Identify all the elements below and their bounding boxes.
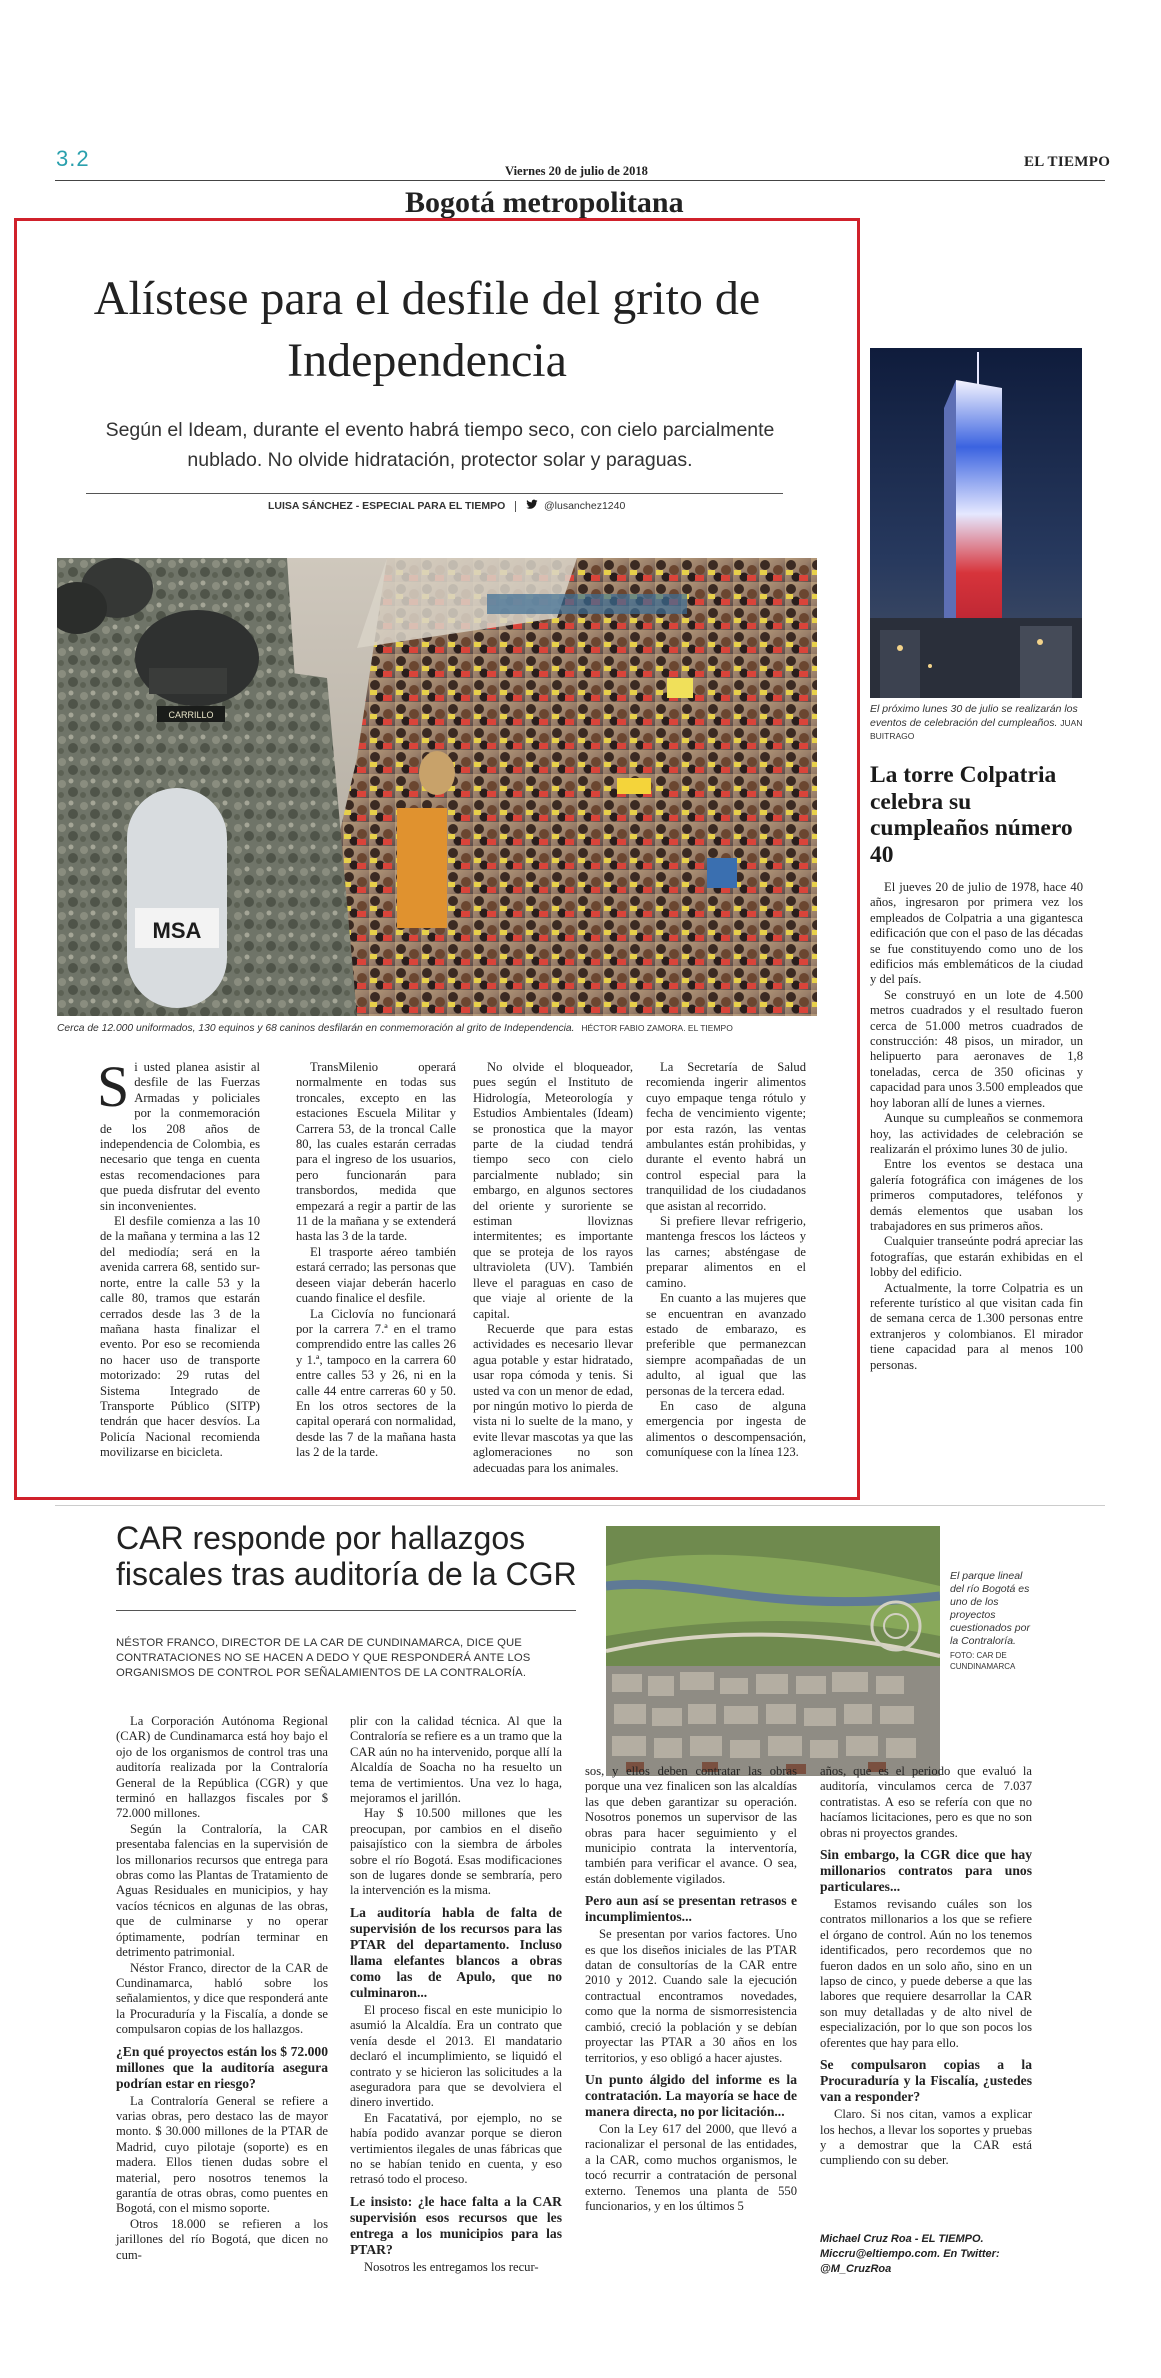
- main-column-1: [97, 1054, 260, 1461]
- car-column-2: [350, 1714, 562, 2275]
- header-rule: [55, 180, 1105, 181]
- car-headline: CAR responde por hallazgos fiscales tras auditoría de la CGR: [116, 1520, 577, 1592]
- main-subhead: Según el Ideam, durante el evento habrá tiempo seco, con cielo parcialmente nublado. No olvide hidratación, protector solar y paraguas.: [105, 419, 775, 471]
- main-headline: Alístese para el desfile del grito de Independencia: [93, 272, 761, 387]
- car-paragraph: Estamos revisando cuáles son los contratos millonarios a los que se refiere el órgano de control. Aún no los tenemos identificados, pero recordemos que no fueron dados en un solo año, sino en un lapso de cinco, y puede deberse a que las labores que requiere desarrollar la CAR son muy detalladas y de alto nivel de especialización, por lo que son pocos los oferentes que hay para ello.: [820, 1897, 1032, 2050]
- car-dek-rule: [116, 1610, 576, 1611]
- main-column-2: [296, 1060, 456, 1461]
- car-paragraph: Con la Ley 617 del 2000, que llevó a racionalizar el personal de las entidades, a la CAR, como muchos organismos, le tocó recurrir a contratación de personal externo. Tenemos una planta de 550 funcionarios, y en los últimos 5: [585, 2121, 797, 2213]
- stencil-label: CARRILLO: [168, 710, 214, 720]
- car-question: Un punto álgido del informe es la contratación. La mayoría se hace de manera directa, no por licitación...: [585, 2071, 797, 2119]
- car-paragraph: En Facatativá, por ejemplo, no se había podido avanzar porque se dieron vertimientos ilegales de unas fábricas que no se habían tenido en cuenta, y eso retrasó todo el proceso.: [350, 2110, 562, 2187]
- sidebar-para: Aunque su cumpleaños se conmemora hoy, las actividades de celebración se realizarán el próximo lunes 30 de julio.: [870, 1111, 1083, 1156]
- main-col2-para: TransMilenio operará normalmente en todas sus troncales, excepto en las estaciones Escuela Militar y Carrera 53, de la troncal Calle 80, las cuales estarán cerradas para el ingreso de los usuarios, pero funcionarán para transbordos, medida que empezará a regir a partir de las 11 de la mañana y se extenderá hasta las 3 de la tarde.: [296, 1060, 456, 1244]
- byline-separator: [515, 501, 516, 512]
- car-paragraph: sos, y ellos deben contratar las obras porque una vez finalicen son las alcaldías las que deben garantizar su operación. Nosotros ponemos un supervisor de las obras para hacer seguimiento y el municipio contrata la interventoría, también para verificar el avance. O sea, están doblemente vigilados.: [585, 1764, 797, 1886]
- sidebar-para: Actualmente, la torre Colpatria es un referente turístico al que visitan cada fin de semana cerca de 1.300 personas entre extranjeros y colombianos. El mirador tiene capacidad para al menos 100 personas.: [870, 1280, 1083, 1372]
- sidebar-body: [870, 880, 1083, 1373]
- twitter-bird-icon: [526, 499, 538, 513]
- section-divider: [55, 1505, 1105, 1506]
- main-col2-para: La Ciclovía no funcionará por la carrera 7.ª en el tramo comprendido entre las calles 26 y 1.ª, tampoco en la carrera 60 entre calles 53 y 26, ni en la calle 44 entre carreras 60 y 50. En los otros sectores de la capital operará con normalidad, desde las 7 de la mañana hasta las 2 de la tarde.: [296, 1306, 456, 1460]
- main-column-4: [646, 1060, 806, 1461]
- car-paragraph: La Corporación Autónoma Regional (CAR) de Cundinamarca está hoy bajo el ojo de los organismos de control tras una auditoría realizada por la Contraloría General de la República (CGR) y que terminó en hallazgos fiscales por $ 72.000 millones.: [116, 1714, 328, 1821]
- car-column-4: [820, 1764, 1032, 2169]
- main-col3-para: No olvide el bloqueador, pues según el Instituto de Hidrología, Meteorología y Estudios Ambientales (Ideam) se pronostica que la mayor parte de la ciudad tendrá tiempo seco con cielo parcialmente nublado; sin embargo, en algunos sectores del oriente y suroriente se estiman lloviznas intermitentes; es importante que se proteja de los rayos ultravioleta (UV). También lleve el paraguas en caso de que viaje al oriente de la capital.: [473, 1060, 633, 1321]
- tower-photo: [870, 348, 1082, 698]
- page-number: 3.2: [56, 146, 90, 171]
- section-title: Bogotá metropolitana: [405, 186, 684, 219]
- byline: [268, 499, 625, 513]
- sidebar-headline: La torre Colpatria celebra su cumpleaños número 40: [870, 762, 1073, 868]
- photo-caption: [57, 1022, 827, 1035]
- main-col4-para: En caso de alguna emergencia por ingesta de alimentos o descompensación, comuníquese con la línea 123.: [646, 1398, 806, 1460]
- tower-caption-text: El próximo lunes 30 de julio se realizarán los eventos de celebración del cumpleaños.: [870, 703, 1078, 729]
- car-question: Pero aun así se presentan retrasos e incumplimientos...: [585, 1893, 797, 1925]
- sidebar-para: El jueves 20 de julio de 1978, hace 40 años, ingresaron por primera vez los empleados de Colpatria a una gigantesca edificación que con el paso de las décadas se fue constituyendo como uno de los edificios más emblemáticos de la ciudad y del país.: [870, 880, 1083, 987]
- byline-author: LUISA SÁNCHEZ - ESPECIAL PARA EL TIEMPO: [268, 499, 506, 512]
- car-signature: [820, 2232, 1040, 2277]
- car-dek: NÉSTOR FRANCO, DIRECTOR DE LA CAR DE CUNDINAMARCA, DICE QUE CONTRATACIONES NO SE HACEN A DEDO Y QUE RESPONDERÁ ANTE LOS ORGANISMOS DE CONTROL POR SEÑALAMIENTOS DE LA CONTRALORÍA.: [116, 1637, 531, 1679]
- main-column-3: [473, 1060, 633, 1476]
- car-photo-caption-text: El parque lineal del río Bogotá es uno de los proyectos cuestionados por la Contraloría.: [950, 1570, 1030, 1647]
- tower-caption: [870, 703, 1085, 744]
- signature-handle: @M_CruzRoa: [820, 2263, 892, 2275]
- issue-date: Viernes 20 de julio de 2018: [505, 164, 648, 178]
- car-column-1: [116, 1714, 328, 2263]
- byline-rule: [86, 493, 783, 494]
- drop-cap: S: [97, 1054, 130, 1119]
- sidebar-para: Entre los eventos se destaca una galería fotográfica con imágenes de los primeros computadores, teléfonos y demás elementos que usaban los trabajadores en sus primeros años.: [870, 1157, 1083, 1233]
- car-column-3: [585, 1764, 797, 2214]
- main-col2-para: El trasporte aéreo también estará cerrado; las personas que deseen viajar deberán hacerlo cuando finalice el desfile.: [296, 1244, 456, 1306]
- car-question: Sin embargo, la CGR dice que hay millonarios contratos para unos particulares...: [820, 1847, 1032, 1895]
- car-photo-caption: [950, 1570, 1030, 1672]
- car-question: ¿En qué proyectos están los $ 72.000 millones que la auditoría asegura podrían estar en riesgo?: [116, 2043, 328, 2091]
- main-col1-para: i usted planea asistir al desfile de las Fuerzas Armadas y policiales por la conmemoración de los 208 años de independencia de Colombia, es necesario que tenga en cuenta estas recomendaciones para que pueda disfrutar del evento sin inconvenientes.: [100, 1060, 260, 1213]
- tower-caption-credit: JUAN BUITRAGO: [870, 717, 1083, 741]
- car-question: Le insisto: ¿le hace falta a la CAR supervisión esos recursos que les entrega a los municipios para las PTAR?: [350, 2193, 562, 2257]
- car-paragraph: Otros 18.000 se refieren a los jarillones del río Bogotá, que dicen no cum-: [116, 2216, 328, 2262]
- car-question: La auditoría habla de falta de supervisión de los recursos para las PTAR del departamento. Incluso llama elefantes blancos a obras como las de Apulo, que no culminaron...: [350, 1904, 562, 2000]
- car-paragraph: Se presentan por varios factores. Uno es que los diseños iniciales de las PTAR datan de consultorías de la CAR entre 2010 y 2012. Cuando sale la ejecución contractual encontramos novedades, como que la norma de sismorresistencia cambió, creció la población y se debían proyectar las PTAR a 30 años en los territorios, y eso obligó a hacer ajustes.: [585, 1927, 797, 2065]
- main-col1-para: El desfile comienza a las 10 de la mañana y termina a las 12 del mediodía; será en la avenida carrera 68, sentido sur-norte, entre la calle 53 y la calle 80, tramos que estarán cerrados desde las 3 de la mañana hasta finalizar el evento. Por eso se recomienda no hacer uso de transporte motorizado: 29 rutas del Sistema Integrado de Transporte Público (SITP) tendrán que hacer desvíos. La Policía Nacional recomienda movilizarse en bicicleta.: [100, 1214, 260, 1460]
- byline-twitter-handle: @lusanchez1240: [544, 499, 626, 512]
- photo-credit: HÉCTOR FABIO ZAMORA. EL TIEMPO: [581, 1023, 733, 1033]
- sidebar-para: Cualquier transeúnte podrá apreciar las fotografías, que estarán exhibidas en el lobby del edificio.: [870, 1234, 1083, 1280]
- car-paragraph: Néstor Franco, director de la CAR de Cundinamarca, habló sobre los señalamientos, y dice que responderá ante la Procuraduría y la Fiscalía, a donde se compulsaron copias de los hallazgos.: [116, 1960, 328, 2037]
- signature-name: Michael Cruz Roa - EL TIEMPO.: [820, 2233, 984, 2245]
- car-question: Se compulsaron copias a la Procuraduría y la Fiscalía, ¿ustedes van a responder?: [820, 2057, 1032, 2105]
- car-photo-credit: FOTO: CAR DE CUNDINAMARCA: [950, 1651, 1016, 1671]
- car-paragraph: Nosotros les entregamos los recur-: [364, 2259, 539, 2274]
- main-col4-para: La Secretaría de Salud recomienda ingerir alimentos cuyo empaque tenga rótulo y fecha de vencimiento vigente; por esta razón, las ventas ambulantes están prohibidas, y durante el evento habrá un control especial para la tranquilidad de los ciudadanos que asistan al recorrido.: [646, 1060, 806, 1213]
- main-col3-para: Recuerde que para estas actividades es necesario llevar agua potable y estar hidratado, usar ropa cómoda y tenis. Si usted va con un menor de edad, por ningún motivo lo pierda de vista ni lo suelte de la mano, y evite llevar mascotas ya que las aglomeraciones no son adecuadas para los animales.: [473, 1321, 633, 1475]
- brand-logo: EL TIEMPO: [1024, 154, 1111, 170]
- tank-label: MSA: [152, 918, 202, 943]
- car-paragraph: plir con la calidad técnica. Al que la Contraloría se refiere es a un tramo que la CAR aún no ha intervenido, porque allí la Alcaldía de Soacha no ha resuelto un tema de vertimientos. Una vez lo haga, mejoramos el jarillón.: [350, 1714, 562, 1806]
- main-col4-para: En cuanto a las mujeres que se encuentran en avanzado estado de embarazo, es preferible que permanezcan siempre acompañadas de un adulto, al igual que las personas de la tercera edad.: [646, 1291, 806, 1398]
- car-paragraph: años, que es el periodo que evaluó la auditoría, vinculamos cerca de 7.037 contratistas. A eso se refería con que no hacíamos licitaciones, pero es que no son obras ni proyectos grandes.: [820, 1764, 1032, 1840]
- main-col4-para: Si prefiere llevar refrigerio, mantenga frescos los lácteos y las carnes; absténgase de preparar alimentos en el camino.: [646, 1214, 806, 1290]
- car-paragraph: Según la Contraloría, la CAR presentaba falencias en la supervisión de los millonarios recursos que entrega para obras como las Plantas de Tratamiento de Aguas Residuales en municipios, y hay vacíos técnicos en algunas de las obras, que de culminarse y no operar óptimamente, podrían terminar en detrimento patrimonial.: [116, 1821, 328, 1960]
- signature-email: Miccru@eltiempo.com. En Twitter:: [820, 2248, 1000, 2260]
- car-paragraph: La Contraloría General se refiere a varias obras, pero destaco las de mayor monto. $ 30.000 millones de la PTAR de Madrid, cuyo pilotaje (soporte) es en madera. Ellos tienen dudas sobre el material, pero nosotros tenemos la garantía de otras obras, como puentes en Bogotá, con el mismo soporte.: [116, 2093, 328, 2216]
- sidebar-para: Se construyó en un lote de 4.500 metros cuadrados y el resultado fueron cerca de 51.000 metros cuadrados de construcción: 48 pisos, un mirador, un helipuerto para aeronaves de 1,8 toneladas, cerca de 350 oficinas y capacidad para unos 3.500 empleados que hoy laboran allí de lunes a viernes.: [870, 987, 1083, 1110]
- photo-caption-text: Cerca de 12.000 uniformados, 130 equinos y 68 caninos desfilarán en conmemoración al grito de Independencia.: [57, 1023, 575, 1034]
- car-paragraph: Hay $ 10.500 millones que les preocupan, por cambios en el diseño paisajístico con la siembra de árboles sobre el río Bogotá. Esas modificaciones son de lugares donde se sembraría, pero la intervención es la misma.: [350, 1806, 562, 1898]
- car-paragraph: El proceso fiscal en este municipio lo asumió la Alcaldía. Era un contrato que venía desde el 2013. El mandatario declaró el incumplimiento, se liquidó el contrato y se hicieron las solicitudes a la aseguradora para que se devolviera el dinero invertido.: [350, 2002, 562, 2110]
- car-photo: [606, 1526, 940, 1776]
- parade-photo: [57, 558, 817, 1016]
- car-paragraph: Claro. Si nos citan, vamos a explicar los hechos, a llevar los soportes y pruebas y a demostrar que la CAR está cumpliendo con su deber.: [820, 2107, 1032, 2168]
